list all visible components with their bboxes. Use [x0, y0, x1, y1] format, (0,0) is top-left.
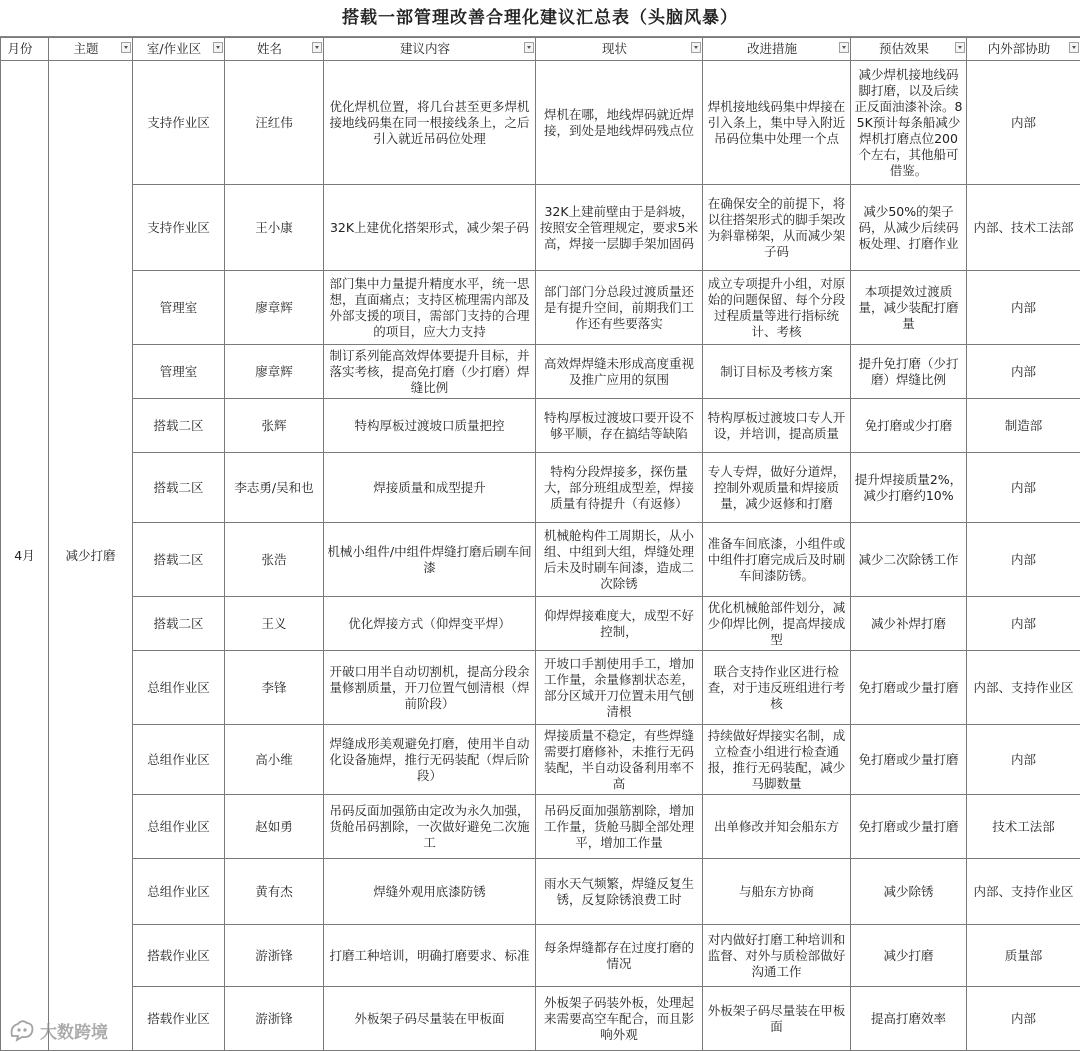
column-header	[324, 38, 536, 61]
column-header	[133, 38, 225, 61]
help-cell: 内部	[967, 523, 1080, 597]
table-row	[1, 597, 1080, 651]
suggestion-cell: 开破口用半自动切割机，提高分段余量修割质量，开刀位置气刨清根（焊前阶段）	[324, 651, 536, 725]
area-cell: 搭载作业区	[133, 925, 225, 987]
measure-cell: 专人专焊，做好分道焊，控制外观质量和焊接质量，减少返修和打磨	[703, 453, 851, 523]
effect-cell: 减少二次除锈工作	[851, 523, 967, 597]
table-row	[1, 271, 1080, 345]
help-cell: 内部、支持作业区	[967, 651, 1080, 725]
suggestion-cell: 吊码反面加强筋由定改为永久加强，货舱吊码割除，一次做好避免二次施工	[324, 795, 536, 859]
area-cell: 搭载二区	[133, 399, 225, 453]
help-cell: 内部	[967, 597, 1080, 651]
filter-dropdown-icon[interactable]	[955, 42, 965, 53]
suggestion-cell: 特构厚板过渡坡口质量把控	[324, 399, 536, 453]
area-cell: 总组作业区	[133, 651, 225, 725]
suggestion-cell: 制订系列能高效焊体要提升目标，并落实考核，提高免打磨（少打磨）焊缝比例	[324, 345, 536, 399]
column-header-label: 改进措施	[747, 41, 797, 56]
suggestion-cell: 机械小组件/中组件焊缝打磨后刷车间漆	[324, 523, 536, 597]
help-cell: 内部、技术工法部	[967, 185, 1080, 271]
measure-cell: 在确保安全的前提下，将以往搭架形式的脚手架改为斜靠梯架，从而减少架子码	[703, 185, 851, 271]
measure-cell: 与船东方协商	[703, 859, 851, 925]
area-cell: 搭载二区	[133, 453, 225, 523]
area-cell: 总组作业区	[133, 725, 225, 795]
name-cell: 李志勇/吴和也	[225, 453, 324, 523]
effect-cell: 免打磨或少量打磨	[851, 795, 967, 859]
effect-cell: 提升焊接质量2%，减少打磨约10%	[851, 453, 967, 523]
help-cell: 制造部	[967, 399, 1080, 453]
column-header-label: 内外部协助	[988, 41, 1051, 56]
theme-cell: 减少打磨	[49, 61, 133, 1051]
measure-cell: 外板架子码尽量装在甲板面	[703, 987, 851, 1051]
status-cell: 焊机在哪，地线焊码就近焊接，到处是地线焊码残点位	[536, 61, 703, 185]
table-row	[1, 987, 1080, 1051]
filter-dropdown-icon[interactable]	[839, 42, 849, 53]
effect-cell: 减少除锈	[851, 859, 967, 925]
measure-cell: 焊机接地线码集中焊接在引入条上，集中导入附近吊码位集中处理一个点	[703, 61, 851, 185]
watermark	[8, 1016, 108, 1044]
suggestion-cell: 优化焊接方式（仰焊变平焊）	[324, 597, 536, 651]
measure-cell: 持续做好焊接实名制，成立检查小组进行检查通报，推行无码装配，减少马脚数量	[703, 725, 851, 795]
column-header	[49, 38, 133, 61]
name-cell: 张浩	[225, 523, 324, 597]
suggestion-cell: 焊缝外观用底漆防锈	[324, 859, 536, 925]
area-cell: 支持作业区	[133, 61, 225, 185]
month-cell: 4月	[1, 61, 49, 1051]
help-cell: 内部	[967, 271, 1080, 345]
column-header-label: 室/作业区	[147, 41, 201, 56]
suggestion-cell: 焊缝成形美观避免打磨，使用半自动化设备施焊，推行无码装配（焊后阶段）	[324, 725, 536, 795]
column-header	[967, 38, 1080, 61]
column-header	[703, 38, 851, 61]
measure-cell: 联合支持作业区进行检查，对于违反班组进行考核	[703, 651, 851, 725]
area-cell: 支持作业区	[133, 185, 225, 271]
name-cell: 汪红伟	[225, 61, 324, 185]
table-row	[1, 651, 1080, 725]
suggestion-cell: 32K上建优化搭架形式，减少架子码	[324, 185, 536, 271]
column-header-label: 月份	[7, 41, 32, 56]
measure-cell: 成立专项提升小组，对原始的问题保留、每个分段过程质量等进行指标统计、考核	[703, 271, 851, 345]
table-row	[1, 399, 1080, 453]
filter-dropdown-icon[interactable]	[213, 42, 223, 53]
help-cell: 内部	[967, 725, 1080, 795]
sheet-title: 搭载一部管理改善合理化建议汇总表（头脑风暴）	[0, 0, 1080, 37]
table-row	[1, 725, 1080, 795]
column-header	[536, 38, 703, 61]
status-cell: 特构分段焊接多，探伤量大，部分班组成型差，焊接质量有待提升（有返修）	[536, 453, 703, 523]
status-cell: 外板架子码装外板，处理起来需要高空车配合，而且影响外观	[536, 987, 703, 1051]
effect-cell: 减少50%的架子码，从减少后续码板处理、打磨作业	[851, 185, 967, 271]
column-header-label: 现状	[602, 41, 627, 56]
column-header-label: 主题	[73, 41, 98, 56]
name-cell: 赵如勇	[225, 795, 324, 859]
table-row	[1, 345, 1080, 399]
measure-cell: 优化机械舱部件划分，减少仰焊比例，提高焊接成型	[703, 597, 851, 651]
watermark-text: 大数跨境	[40, 1018, 108, 1043]
area-cell: 管理室	[133, 271, 225, 345]
help-cell: 内部	[967, 453, 1080, 523]
effect-cell: 提升免打磨（少打磨）焊缝比例	[851, 345, 967, 399]
proposal-table	[0, 37, 1080, 1051]
suggestion-cell: 打磨工种培训，明确打磨要求、标准	[324, 925, 536, 987]
effect-cell: 提高打磨效率	[851, 987, 967, 1051]
table-row	[1, 61, 1080, 185]
status-cell: 仰焊焊接难度大，成型不好控制，	[536, 597, 703, 651]
status-cell: 雨水天气频繁，焊缝反复生锈，反复除锈浪费工时	[536, 859, 703, 925]
name-cell: 游浙锋	[225, 987, 324, 1051]
column-header-label: 预估效果	[879, 41, 929, 56]
area-cell: 总组作业区	[133, 795, 225, 859]
filter-dropdown-icon[interactable]	[312, 42, 322, 53]
name-cell: 高小维	[225, 725, 324, 795]
effect-cell: 免打磨或少量打磨	[851, 725, 967, 795]
effect-cell: 减少焊机接地线码脚打磨，以及后续正反面油漆补涂。85K预计每条船减少焊机打磨点位200个左右，其他船可借鉴。	[851, 61, 967, 185]
table-row	[1, 925, 1080, 987]
name-cell: 廖章辉	[225, 345, 324, 399]
table-row	[1, 859, 1080, 925]
table-row	[1, 185, 1080, 271]
effect-cell: 减少补焊打磨	[851, 597, 967, 651]
column-header-label: 建议内容	[400, 41, 450, 56]
suggestion-cell: 焊接质量和成型提升	[324, 453, 536, 523]
measure-cell: 特构厚板过渡坡口专人开设，并培训，提高质量	[703, 399, 851, 453]
suggestion-cell: 部门集中力量提升精度水平，统一思想，直面痛点；支持区梳理需内部及外部支援的项目，需部门支持的合理的项目，应大力支持	[324, 271, 536, 345]
area-cell: 总组作业区	[133, 859, 225, 925]
status-cell: 高效焊焊缝未形成高度重视及推广应用的氛围	[536, 345, 703, 399]
name-cell: 黄有杰	[225, 859, 324, 925]
table-row	[1, 453, 1080, 523]
effect-cell: 免打磨或少打磨	[851, 399, 967, 453]
name-cell: 游浙锋	[225, 925, 324, 987]
filter-dropdown-icon[interactable]	[524, 42, 534, 53]
help-cell: 内部	[967, 345, 1080, 399]
name-cell: 王义	[225, 597, 324, 651]
effect-cell: 本项提效过渡质量，减少装配打磨量	[851, 271, 967, 345]
measure-cell: 出单修改并知会船东方	[703, 795, 851, 859]
column-header	[225, 38, 324, 61]
filter-dropdown-icon[interactable]	[1069, 42, 1079, 53]
effect-cell: 免打磨或少量打磨	[851, 651, 967, 725]
name-cell: 李锋	[225, 651, 324, 725]
status-cell: 机械舱构件工周期长，从小组、中组到大组，焊缝处理后未及时刷车间漆，造成二次除锈	[536, 523, 703, 597]
column-header-label: 姓名	[257, 41, 282, 56]
help-cell: 技术工法部	[967, 795, 1080, 859]
status-cell: 32K上建前壁由于是斜坡，按照安全管理规定，要求5米高，焊接一层脚手架加固码	[536, 185, 703, 271]
suggestion-cell: 外板架子码尽量装在甲板面	[324, 987, 536, 1051]
status-cell: 部门部门分总段过渡质量还是有提升空间，前期我们工作还有些要落实	[536, 271, 703, 345]
status-cell: 每条焊缝都存在过度打磨的情况	[536, 925, 703, 987]
help-cell: 内部	[967, 987, 1080, 1051]
watermark-logo-icon	[8, 1018, 36, 1042]
suggestion-cell: 优化焊机位置，将几台甚至更多焊机接地线码集在同一根接线条上，之后引入就近吊码位处理	[324, 61, 536, 185]
effect-cell: 减少打磨	[851, 925, 967, 987]
area-cell: 搭载二区	[133, 523, 225, 597]
filter-dropdown-icon[interactable]	[691, 42, 701, 53]
status-cell: 吊码反面加强筋割除，增加工作量，货舱马脚全部处理平，增加工作量	[536, 795, 703, 859]
help-cell: 内部、支持作业区	[967, 859, 1080, 925]
column-header	[851, 38, 967, 61]
help-cell: 内部	[967, 61, 1080, 185]
name-cell: 张辉	[225, 399, 324, 453]
help-cell: 质量部	[967, 925, 1080, 987]
status-cell: 焊接质量不稳定，有些焊缝需要打磨修补，未推行无码装配，半自动设备利用率不高	[536, 725, 703, 795]
name-cell: 王小康	[225, 185, 324, 271]
column-header	[1, 38, 49, 61]
name-cell: 廖章辉	[225, 271, 324, 345]
measure-cell: 制订目标及考核方案	[703, 345, 851, 399]
filter-dropdown-icon[interactable]	[121, 42, 131, 53]
status-cell: 特构厚板过渡坡口要开设不够平顺，存在搞结等缺陷	[536, 399, 703, 453]
measure-cell: 对内做好打磨工种培训和监督、对外与质检部做好沟通工作	[703, 925, 851, 987]
measure-cell: 准备车间底漆，小组件或中组件打磨完成后及时刷车间漆防锈。	[703, 523, 851, 597]
area-cell: 搭载二区	[133, 597, 225, 651]
table-row	[1, 523, 1080, 597]
area-cell: 搭载作业区	[133, 987, 225, 1051]
table-row	[1, 795, 1080, 859]
status-cell: 开坡口手割使用手工，增加工作量，余量修割状态差，部分区域开刀位置未用气刨清根	[536, 651, 703, 725]
header-row	[1, 38, 1080, 61]
area-cell: 管理室	[133, 345, 225, 399]
